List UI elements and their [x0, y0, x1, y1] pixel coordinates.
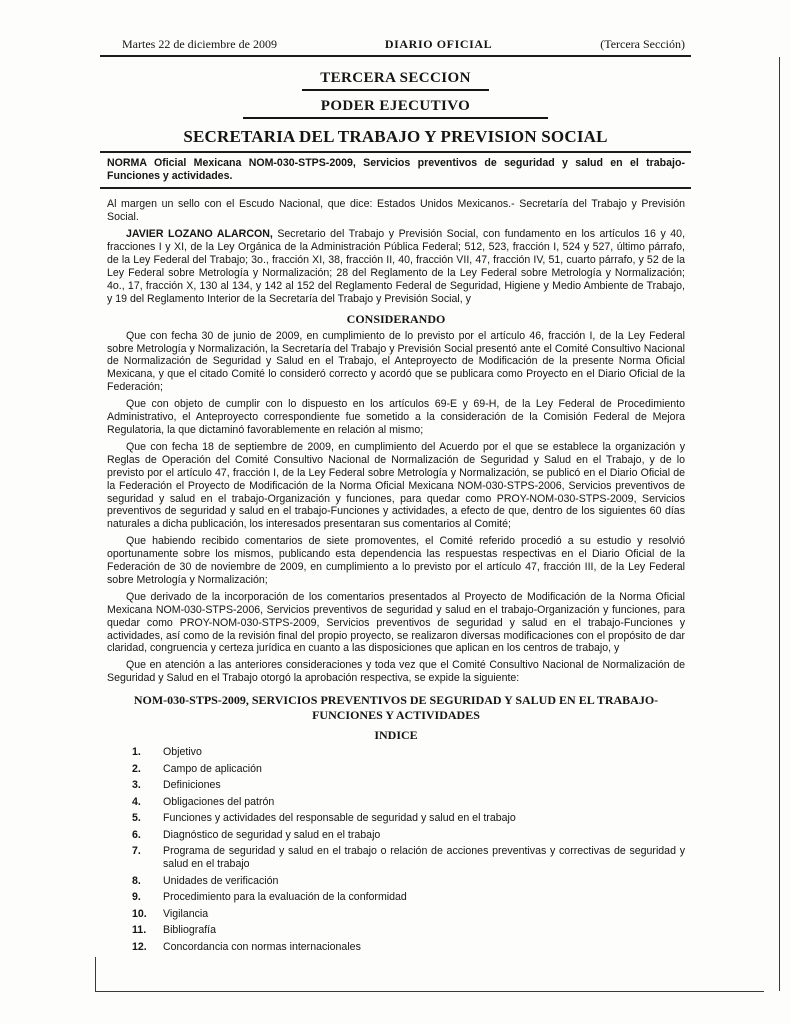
indice-heading: INDICE [374, 728, 418, 743]
indice-item-7 [132, 845, 685, 871]
indice-item-11 [132, 924, 685, 937]
item-label: Bibliografía [163, 924, 216, 936]
item-number: 7. [132, 845, 141, 858]
considerando-heading: CONSIDERANDO [346, 311, 446, 326]
header-rule [100, 55, 691, 57]
nom-title-line1: NOM-030-STPS-2009, SERVICIOS PREVENTIVOS DE SEGURIDAD Y SALUD EN EL TRABAJO- [133, 693, 659, 708]
item-number: 11. [132, 924, 147, 936]
item-number: 1. [132, 746, 141, 759]
indice-item-5 [132, 812, 685, 825]
item-number: 2. [132, 762, 141, 775]
item-label: Concordancia con normas internacionales [163, 940, 361, 953]
considerando-paragraph-4: Que habiendo recibido comentarios de siete promoventes, el Comité referido procedió a su estudio y resolvió oportunamente sobre los mismos, publicando esta dependencia las respuestas respectivas en el Diario Oficial de la Federación de 30 de noviembre de 2009, en cumplimiento a lo previsto por el artículo 47, fracción III, de la Ley Federal sobre Metrología y Normalización; [107, 535, 685, 586]
considerando-paragraph-6: Que en atención a las anteriores consideraciones y toda vez que el Comité Consultivo Nacional de Normalización de Seguridad y Salud en el Trabajo otorgó la aprobación respectiva, se expide la siguiente: [107, 659, 685, 685]
indice-item-1 [132, 746, 685, 759]
norma-heading: NORMA Oficial Mexicana NOM-030-STPS-2009, Servicios preventivos de seguridad y salud en el trabajo-Funciones y actividades. [107, 157, 685, 183]
poder-ejecutivo-title [0, 98, 791, 119]
considerando-paragraph-2: Que con objeto de cumplir con lo dispuesto en los artículos 69-E y 69-H, de la Ley Federal de Procedimiento Administrativo, el Anteproyecto correspondiente fue sometido a la consideración de la Comisión Federal de Mejora Regulatoria, la que dictaminó favorablemente en relación al mismo; [107, 398, 685, 436]
header-section-label: (Tercera Sección) [600, 37, 685, 51]
indice-item-4 [132, 796, 685, 809]
scan-border-corner [95, 957, 96, 992]
item-label: Funciones y actividades del responsable de seguridad y salud en el trabajo [163, 812, 516, 825]
considerando-paragraph-5: Que derivado de la incorporación de los comentarios presentados al Proyecto de Modificación de la Norma Oficial Mexicana NOM-030-STPS-2006, Servicios preventivos de seguridad y salud en el trabajo-Organización y funciones, para quedar como PROY-NOM-030-STPS-2009, Servicios preventivos de seguridad y salud en el trabajo-Funciones y actividades, así como de la revisión final del propio proyecto, se realizaron diversas modificaciones con el propósito de dar claridad, congruencia y certeza jurídica en cuanto a las disposiciones que aplican en los centros de trabajo, y [107, 590, 685, 655]
indice-list [107, 746, 685, 953]
item-number: 5. [132, 812, 141, 825]
signatory-name: JAVIER LOZANO ALARCON, [126, 228, 273, 241]
indice-item-10 [132, 908, 685, 921]
item-label: Diagnóstico de seguridad y salud en el trabajo [163, 828, 381, 841]
signatory-text: Secretario del Trabajo y Previsión Social, con fundamento en los artículos 16 y 40, fracciones I y XI, de la Ley Orgánica de la Administración Pública Federal; 512, 523, fracción I, 524 y 527, último párrafo, de la Ley Federal del Trabajo; 3o., fracción XI, 38, fracción II, 40, fracción VII, 47, fracción IV, 51, cuarto párrafo, y 52 de la Ley Federal sobre Metrología y Normalización; 28 del Reglamento de la Ley Federal sobre Metrología y Normalización; 4o., 17, fracción X, 130 al 134, y 142 al 152 del Reglamento Federal de Seguridad, Higiene y Medio Ambiente de Trabajo, y 19 del Reglamento Interior de la Secretaría del Trabajo y Previsión Social, y [107, 228, 686, 305]
item-number: 8. [132, 874, 141, 887]
al-margen-paragraph: Al margen un sello con el Escudo Nacional, que dice: Estados Unidos Mexicanos.- Secretaría del Trabajo y Previsión Social. [107, 198, 685, 224]
item-label: Procedimiento para la evaluación de la conformidad [163, 891, 407, 903]
header-date: Martes 22 de diciembre de 2009 [122, 37, 277, 51]
title-rule [100, 151, 691, 153]
title-block [0, 70, 791, 151]
secretaria-title: SECRETARIA DEL TRABAJO Y PREVISION SOCIAL [183, 127, 608, 146]
item-label: Vigilancia [163, 907, 209, 920]
indice-item-8 [132, 875, 685, 888]
item-number: 9. [132, 891, 141, 903]
item-label: Unidades de verificación [163, 874, 279, 887]
item-number: 4. [132, 795, 141, 808]
header-publication-title: DIARIO OFICIAL [384, 37, 493, 51]
tercera-seccion-title [0, 70, 791, 91]
running-header [0, 0, 791, 52]
item-label: Objetivo [163, 746, 202, 759]
indice-item-9 [132, 891, 685, 904]
signatory-paragraph [107, 228, 685, 305]
poder-ejecutivo-text: PODER EJECUTIVO [243, 98, 548, 119]
scan-border-right [779, 57, 780, 991]
tercera-seccion-text: TERCERA SECCION [302, 70, 489, 91]
indice-item-6 [132, 829, 685, 842]
item-number: 10. [132, 907, 147, 920]
considerando-paragraph-3: Que con fecha 18 de septiembre de 2009, en cumplimiento del Acuerdo por el que se establece la organización y Reglas de Operación del Comité Consultivo Nacional de Normalización de Seguridad y Salud en el Trabajo, y de lo previsto por el artículo 47, fracción I, de la Ley Federal sobre Metrología y Normalización, se publicó en el Diario Oficial de la Federación el Proyecto de Modificación de la Norma Oficial Mexicana NOM-030-STPS-2006, Servicios preventivos de seguridad y salud en el trabajo-Organización y funciones, para quedar como PROY-NOM-030-STPS-2009, Servicios preventivos de seguridad y salud en el trabajo-Funciones y actividades, a efecto de que, dentro de los siguientes 60 días naturales a dicha publicación, los interesados presentaran sus comentarios al Comité; [107, 440, 685, 531]
item-number: 6. [132, 828, 141, 841]
indice-item-3 [132, 779, 685, 792]
nom-title-line2: FUNCIONES Y ACTIVIDADES [312, 707, 480, 722]
scan-border-bottom [95, 991, 764, 992]
item-number: 3. [132, 779, 141, 792]
item-number: 12. [132, 940, 147, 953]
item-label: Campo de aplicación [163, 762, 262, 775]
item-label: Obligaciones del patrón [163, 795, 275, 808]
considerando-paragraph-1: Que con fecha 30 de junio de 2009, en cumplimiento de lo previsto por el artículo 46, fracción I, de la Ley Federal sobre Metrología y Normalización, la Secretaría del Trabajo y Previsión Social presentó ante el Comité Consultivo Nacional de Normalización de Seguridad y Salud en el Trabajo, el Anteproyecto de Modificación de la presente Norma Oficial Mexicana, y que el citado Comité lo consideró correcto y acordó que se publicara como Proyecto en el Diario Oficial de la Federación; [107, 329, 685, 394]
item-label: Definiciones [163, 779, 221, 792]
indice-item-2 [132, 763, 685, 776]
document-body [0, 189, 791, 953]
item-label: Programa de seguridad y salud en el trabajo o relación de acciones preventivas y correctivas de seguridad y salud en el trabajo [163, 845, 685, 870]
indice-item-12 [132, 941, 685, 954]
